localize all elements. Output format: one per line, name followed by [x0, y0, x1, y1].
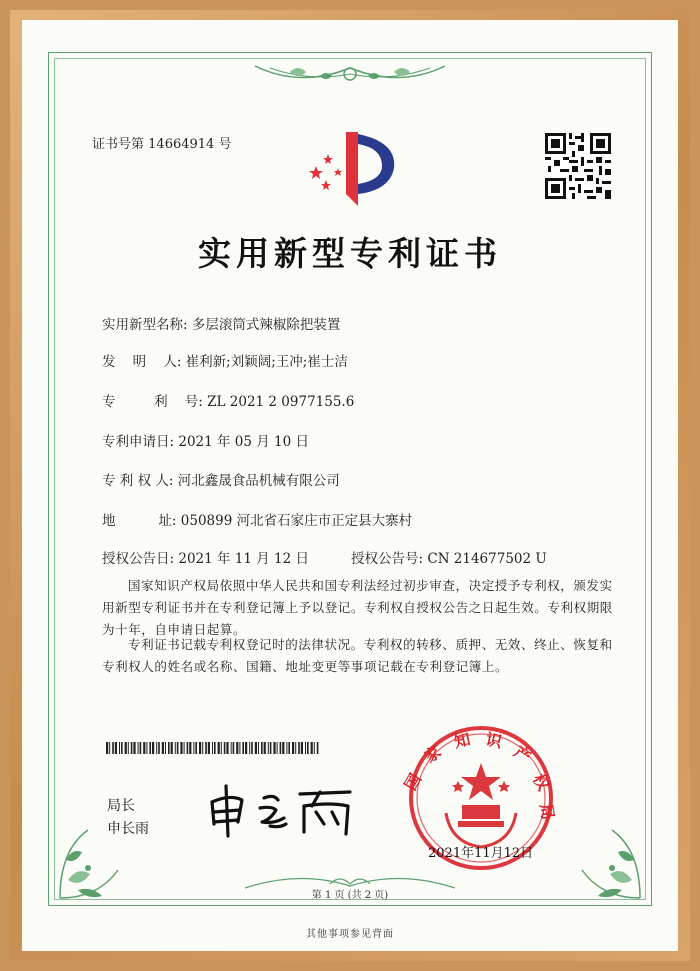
footer-note: 其他事项参见背面 [306, 929, 394, 940]
certificate-number-value: 14664914 [148, 137, 215, 152]
filing-date-value: 2021 年 05 月 10 日 [178, 434, 310, 450]
address-value: 050899 河北省石家庄市正定县大寨村 [180, 513, 413, 529]
address-row [102, 509, 412, 529]
seal-text-3: 知 [452, 729, 473, 752]
top-ornament [250, 58, 450, 94]
utility-model-name-label: 实用新型名称: [102, 317, 188, 333]
seal-text-1: 国 [400, 770, 426, 794]
inventor-label: 发 明 人: [102, 354, 182, 370]
patentee-row [102, 469, 340, 489]
address-label: 地 址: [102, 513, 177, 529]
patent-number-label: 专 利 号: [102, 394, 203, 410]
cnipa-logo [302, 124, 402, 208]
grant-date-row [102, 547, 309, 567]
utility-model-name-value: 多层滚筒式辣椒除把装置 [191, 317, 341, 333]
director-name: 申长雨 [107, 821, 149, 837]
seal-date: 2021年11月12日 [428, 846, 534, 861]
seal-text-7: 局 [536, 802, 558, 822]
grant-number-value: CN 214677502 U [427, 551, 547, 567]
filing-date-label: 专利申请日: [102, 434, 175, 450]
utility-model-name-row [102, 313, 340, 333]
body-paragraph-1: 国家知识产权局依照中华人民共和国专利法经过初步审查，决定授予专利权，颁发实用新型专利证书并在专利登记簿上予以登记。专利权自授权公告之日起生效。专利权期限为十年，自申请日起算。 [102, 578, 613, 637]
patent-number-row [102, 390, 354, 410]
seal-text-6: 权 [528, 770, 554, 794]
body-paragraph-2: 专利证书记载专利权登记时的法律状况。专利权的转移、质押、无效、终止、恢复和专利权人的姓名或名称、国籍、地址变更等事项记载在专利登记簿上。 [102, 637, 613, 674]
seal-text-5: 产 [510, 741, 535, 767]
grant-number-label: 授权公告号: [351, 551, 424, 567]
inventor-value: 崔利新;刘颖阔;王冲;崔士洁 [185, 354, 348, 370]
filing-date-row [102, 430, 309, 450]
qr-code [545, 133, 611, 199]
inventor-row [102, 350, 348, 370]
grant-date-label: 授权公告日: [102, 551, 175, 567]
grant-number-row [351, 547, 547, 567]
grant-date-value: 2021 年 11 月 12 日 [178, 551, 310, 567]
certificate-number-suffix: 号 [218, 137, 232, 152]
patentee-label: 专 利 权 人: [102, 473, 174, 489]
handwritten-signature [200, 780, 370, 840]
certificate-number-label: 证书号第 [92, 137, 145, 152]
patent-number-value: ZL 2021 2 0977155.6 [207, 394, 355, 410]
seal-text-2: 家 [420, 741, 445, 767]
certificate-title: 实用新型专利证书 [198, 234, 502, 273]
seal-text-4: 识 [483, 729, 504, 752]
director-title: 局长 [107, 798, 135, 814]
patentee-value: 河北鑫晟食品机械有限公司 [177, 473, 340, 489]
certificate-number [92, 133, 231, 152]
page-number: 第 1 页 (共 2 页) [311, 890, 389, 901]
barcode [106, 742, 321, 754]
